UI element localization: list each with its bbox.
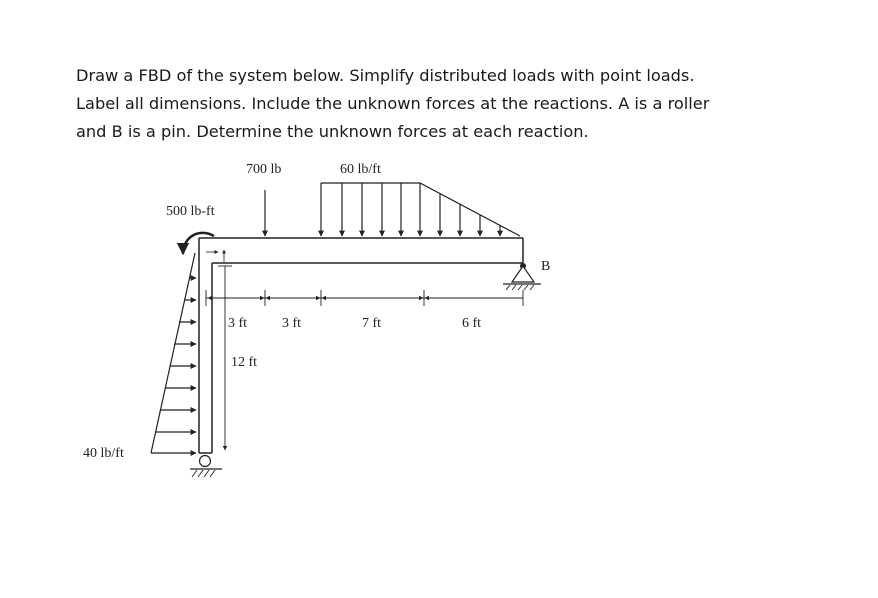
dim-label-4: 6 ft [462, 316, 482, 331]
problem-line-2: Label all dimensions. Include the unknown forces at the reactions. A is a roller [76, 94, 710, 113]
corner-marks [206, 250, 224, 262]
vertical-column [199, 238, 212, 453]
horizontal-beam [199, 238, 523, 263]
distributed-load-60 [321, 183, 520, 236]
problem-line-1: Draw a FBD of the system below. Simplify distributed loads with point loads. [76, 66, 695, 85]
support-b-label: B [541, 259, 551, 274]
dim-label-1: 3 ft [228, 316, 248, 331]
load-40-label: 40 lb/ft [83, 446, 124, 461]
pin-support-b [503, 263, 541, 290]
moment-500-label: 500 lb-ft [166, 204, 215, 219]
dim-label-vertical: 12 ft [231, 355, 258, 370]
load-60-label: 60 lb/ft [340, 162, 381, 177]
vertical-dimension-line [218, 266, 232, 450]
horizontal-dimension-line [206, 290, 523, 306]
load-700-label: 700 lb [246, 162, 282, 177]
dim-label-2: 3 ft [282, 316, 302, 331]
distributed-load-40 [151, 253, 196, 453]
roller-support-a [190, 456, 222, 478]
problem-line-3: and B is a pin. Determine the unknown forces at each reaction. [76, 122, 589, 141]
dim-label-3: 7 ft [362, 316, 382, 331]
